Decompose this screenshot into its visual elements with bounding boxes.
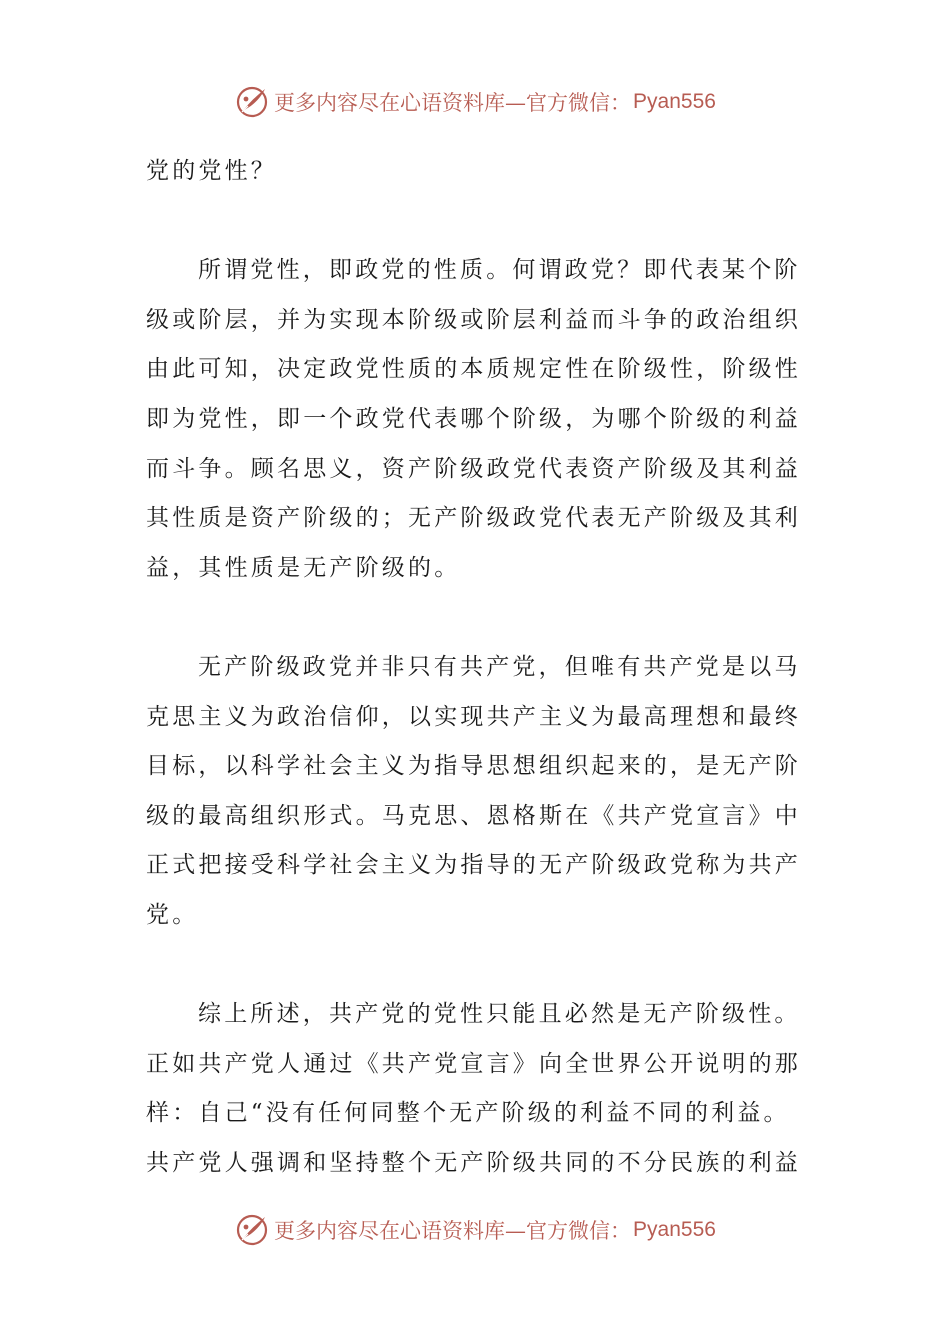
header-banner xyxy=(0,80,950,124)
text-line: 党。 xyxy=(146,901,199,928)
text-line: 其性质是资产阶级的；无产阶级政党代表无产阶级及其利 xyxy=(146,505,801,532)
text-line: 正式把接受科学社会主义为指导的无产阶级政党称为共产 xyxy=(146,852,801,879)
paragraph-first-line: 无产阶级政党并非只有共产党，但唯有共产党是以马 xyxy=(198,653,801,680)
text-line: 目标，以科学社会主义为指导思想组织起来的，是无产阶 xyxy=(146,753,801,780)
text-line: 益，其性质是无产阶级的。 xyxy=(146,554,461,581)
text-line: 党的党性？ xyxy=(146,158,277,184)
text-line: 样：自己“没有任何同整个无产阶级的利益不同的利益。 xyxy=(146,1100,790,1127)
text-line: 克思主义为政治信仰，以实现共产主义为最高理想和最终 xyxy=(146,703,801,730)
text-line: 共产党人强调和坚持整个无产阶级共同的不分民族的利益 xyxy=(146,1149,801,1176)
text-line: 由此可知，决定政党性质的本质规定性在阶级性，阶级性 xyxy=(146,356,801,383)
text-line: 即为党性，即一个政党代表哪个阶级，为哪个阶级的利益 xyxy=(146,405,801,432)
banner-text: 更多内容尽在心语资料库—官方微信： xyxy=(274,1219,632,1243)
text-line: 正如共产党人通过《共产党宣言》向全世界公开说明的那 xyxy=(146,1050,801,1077)
quill-logo-icon xyxy=(234,1212,270,1248)
quill-logo-icon xyxy=(234,84,270,120)
text-line: 级或阶层，并为实现本阶级或阶层利益而斗争的政治组织 xyxy=(146,306,801,333)
paragraph-first-line: 所谓党性，即政党的性质。何谓政党？即代表某个阶 xyxy=(198,257,801,284)
paragraph-first-line: 综上所述，共产党的党性只能且必然是无产阶级性。 xyxy=(198,1001,801,1028)
document-body xyxy=(146,147,806,1188)
footer-banner xyxy=(0,1208,950,1252)
banner-wechat-id: Pyan556 xyxy=(633,1218,716,1241)
text-line: 级的最高组织形式。马克思、恩格斯在《共产党宣言》中 xyxy=(146,802,801,829)
banner-wechat-id: Pyan556 xyxy=(633,90,716,113)
text-line: 而斗争。顾名思义，资产阶级政党代表资产阶级及其利益 xyxy=(146,455,801,482)
banner-text: 更多内容尽在心语资料库—官方微信： xyxy=(274,91,632,115)
